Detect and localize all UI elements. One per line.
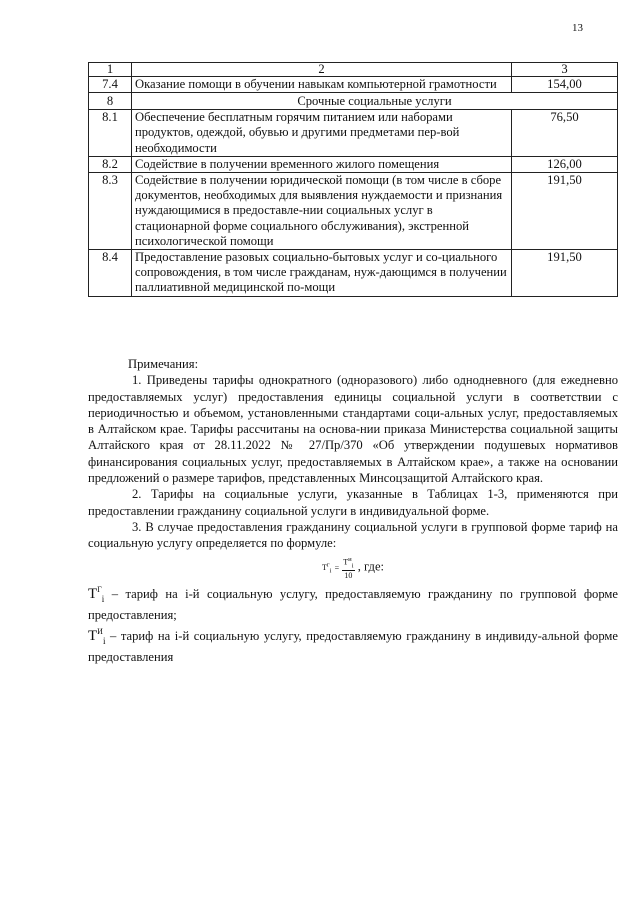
definition-group-tariff: $T^Г_i$ – тариф на i-й социальную услугу, предоставляемую гражданину по групповой форме предоставления; (88, 584, 618, 623)
section-number: 8 (89, 93, 132, 110)
column-header-description: 2 (132, 63, 512, 77)
row-number: 8.2 (89, 156, 132, 172)
row-description: Оказание помощи в обучении навыкам компьютерной грамотности (132, 77, 512, 93)
formula-lhs: $T^г_i$ (321, 561, 332, 575)
row-number: 8.3 (89, 173, 132, 250)
row-price: 154,00 (512, 77, 618, 93)
section-title: Срочные социальные услуги (132, 93, 618, 110)
column-header-number: 1 (89, 63, 132, 77)
column-header-price: 3 (512, 63, 618, 77)
formula-denominator: 10 (344, 570, 353, 580)
row-description: Содействие в получении юридической помощи (в том числе в сборе документов, необходимых для выявления нуждаемости и признания нуждающимися в предоставле-нии социальных услуг в стационарной форме социального обслуживания), экстренной психологической помощи (132, 173, 512, 250)
notes-section (88, 356, 618, 665)
row-description: Обеспечение бесплатным горячим питанием или наборами продуктов, одеждой, обувью и другими предметами пер-вой необходимости (132, 110, 512, 157)
table-row (89, 156, 618, 172)
group-tariff-formula (88, 555, 618, 580)
row-price: 76,50 (512, 110, 618, 157)
symbol-group-tariff: $T^Г_i$ (88, 584, 105, 604)
row-price: 191,50 (512, 250, 618, 297)
table-row (89, 173, 618, 250)
table-row (89, 77, 618, 93)
formula-suffix: , где: (357, 559, 385, 574)
row-price: 191,50 (512, 173, 618, 250)
table-section-row (89, 93, 618, 110)
formula-fraction (342, 555, 354, 580)
row-number: 8.4 (89, 250, 132, 297)
tariff-table (88, 62, 618, 297)
note-paragraph: 1. Приведены тарифы однократного (одноразового) либо однодневного (для ежедневно предоставляемых услуг) предоставления единицы социальной услуги в соответствии с периодичностью и объемом, установленными стандартами соци-альных услуг, предоставляемых в Алтайском крае. Тарифы рассчитаны на основа-нии приказа Министерства социальной защиты Алтайского края от 28.11.2022 № 27/Пр/370 «Об утверждении подушевых нормативов финансирования социальных услуг, предоставляемых в Алтайском крае», а также на основании предложений о размере тарифов, представленных Минсоцзащитой Алтайского края. (88, 373, 618, 486)
definition-individual-tariff: $T^И_i$ – тариф на i-й социальную услугу, предоставляемую гражданину в индивиду-альной форме предоставления (88, 626, 618, 664)
note-paragraph: 3. В случае предоставления гражданину социальной услуги в групповой форме тариф на социальную услугу определяется по формуле: (88, 519, 618, 551)
row-price: 126,00 (512, 156, 618, 172)
formula-numerator: $T^и_i$ (343, 555, 354, 569)
row-description: Предоставление разовых социально-бытовых услуг и со-циального сопровождения, в том числе гражданам, нуж-дающимся в получении паллиативной медицинской по-мощи (132, 250, 512, 297)
symbol-individual-tariff: $T^И_i$ (88, 626, 106, 646)
notes-title: Примечания: (128, 357, 199, 371)
table-row (89, 110, 618, 157)
row-description: Содействие в получении временного жилого помещения (132, 156, 512, 172)
formula-equals: = (334, 563, 340, 573)
row-number: 7.4 (89, 77, 132, 93)
table-row (89, 250, 618, 297)
row-number: 8.1 (89, 110, 132, 157)
page-number: 13 (572, 22, 583, 34)
note-paragraph: 2. Тарифы на социальные услуги, указанные в Таблицах 1-3, применяются при предоставлении гражданину социальной услуги в индивидуальной форме. (88, 487, 618, 518)
table-header-row (89, 63, 618, 77)
